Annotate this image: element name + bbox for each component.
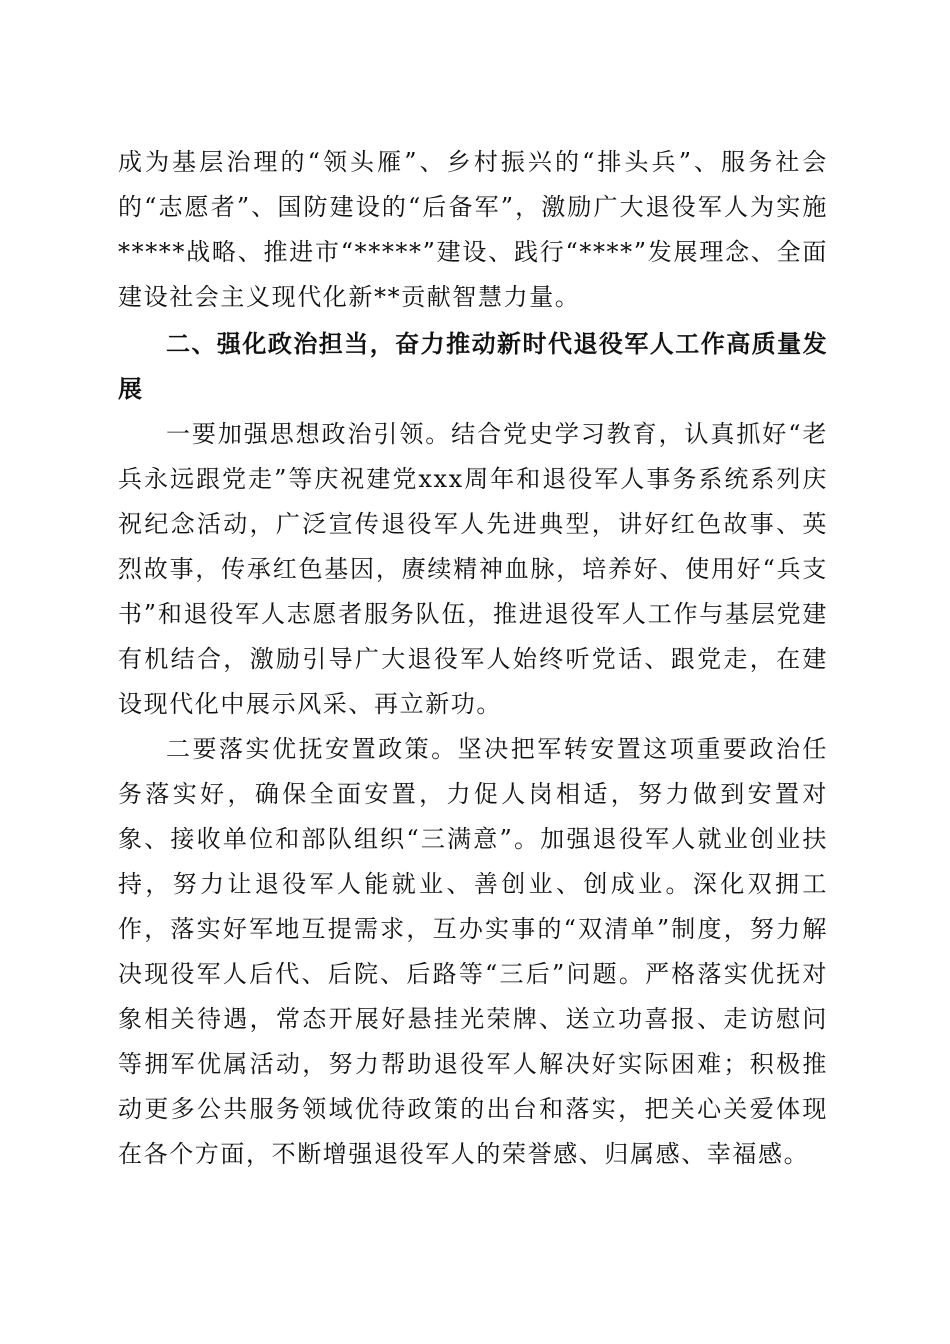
paragraph-point-two: 二要落实优抚安置政策。坚决把军转安置这项重要政治任务落实好，确保全面安置，力促人岗相适，努力做到安置对象、接收单位和部队组织“三满意”。加强退役军人就业创业扶持，努力让退役军人能就业、善创业、创成业。深化双拥工作，落实好军地互提需求，互办实事的“双清单”制度，努力解决现役军人后代、后院、后路等“三后”问题。严格落实优抚对象相关待遇，常态开展好悬挂光荣牌、送立功喜报、走访慰问等拥军优属活动，努力帮助退役军人解决好实际困难；积极推动更多公共服务领域优待政策的出台和落实，把关心关爱体现在各个方面，不断增强退役军人的荣誉感、归属感、幸福感。 [118, 735, 828, 1168]
section-heading: 二、强化政治担当，奋力推动新时代退役军人工作高质量发展 [118, 330, 828, 403]
paragraph-point-one: 一要加强思想政治引领。结合党史学习教育，认真抓好“老兵永远跟党走”等庆祝建党xxx周年和退役军人事务系统系列庆祝纪念活动，广泛宣传退役军人先进典型，讲好红色故事、英烈故事，传承红色基因，赓续精神血脉，培养好、使用好“兵支书”和退役军人志愿者服务队伍，推进退役军人工作与基层党建有机结合，激励引导广大退役军人始终听党话、跟党走，在建设现代化中展示风采、再立新功。 [118, 420, 828, 718]
paragraph-continuation: 成为基层治理的“领头雁”、乡村振兴的“排头兵”、服务社会的“志愿者”、国防建设的“后备军”，激励广大退役军人为实施*****战略、推进市“*****”建设、践行“****”发展理念、全面建设社会主义现代化新**贡献智慧力量。 [118, 148, 828, 311]
document-body [118, 140, 828, 1177]
